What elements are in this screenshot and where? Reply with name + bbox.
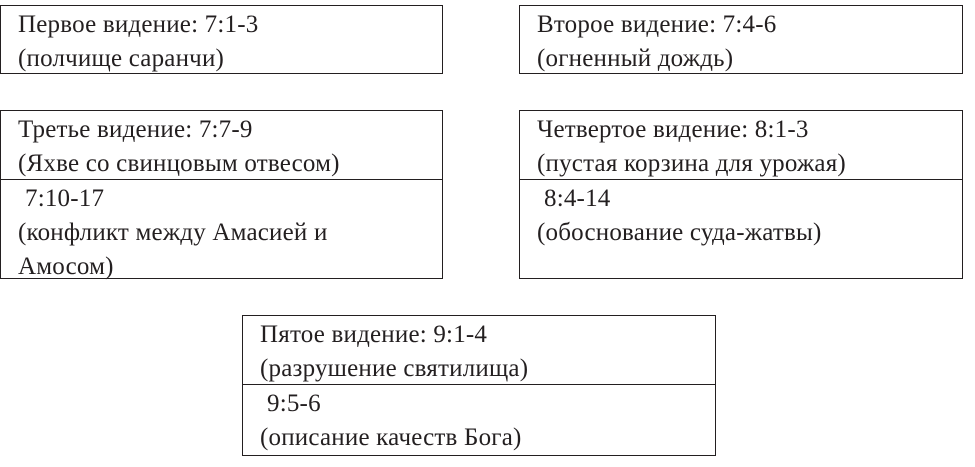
vision-3-subtitle: (Яхве со свинцовым отвесом)	[18, 150, 340, 177]
vision-3-header	[1, 111, 442, 179]
vision-5-section	[243, 384, 715, 455]
vision-4-box	[519, 110, 963, 279]
vision-1-title: Первое видение: 7:1-3	[18, 11, 259, 38]
vision-3-section-description: (конфликт между Амасией и Амосом)	[18, 219, 328, 280]
vision-3-section-reference: 7:10-17	[25, 185, 105, 212]
vision-2-title: Второе видение: 7:4-6	[537, 11, 777, 38]
vision-4-title: Четвертое видение: 8:1-3	[537, 116, 809, 143]
vision-2-box	[519, 5, 963, 74]
vision-5-title: Пятое видение: 9:1-4	[260, 321, 488, 348]
vision-4-section-description: (обоснование суда-жатвы)	[537, 219, 822, 246]
vision-1-box	[0, 5, 443, 74]
vision-1-header	[1, 6, 442, 76]
vision-3-section	[1, 179, 442, 284]
vision-5-section-reference: 9:5-6	[267, 390, 321, 417]
vision-2-header	[520, 6, 962, 76]
vision-5-header	[243, 316, 715, 384]
vision-4-subtitle: (пустая корзина для урожая)	[537, 150, 846, 177]
vision-5-subtitle: (разрушение святилища)	[260, 355, 529, 382]
vision-1-subtitle: (полчище саранчи)	[18, 45, 225, 72]
vision-4-section	[520, 179, 962, 250]
vision-5-section-description: (описание качеств Бога)	[260, 424, 522, 451]
vision-4-header	[520, 111, 962, 179]
vision-3-box	[0, 110, 443, 279]
vision-5-box	[242, 315, 716, 456]
vision-2-subtitle: (огненный дождь)	[537, 45, 734, 72]
vision-4-section-reference: 8:4-14	[544, 185, 611, 212]
vision-3-title: Третье видение: 7:7-9	[18, 116, 253, 143]
